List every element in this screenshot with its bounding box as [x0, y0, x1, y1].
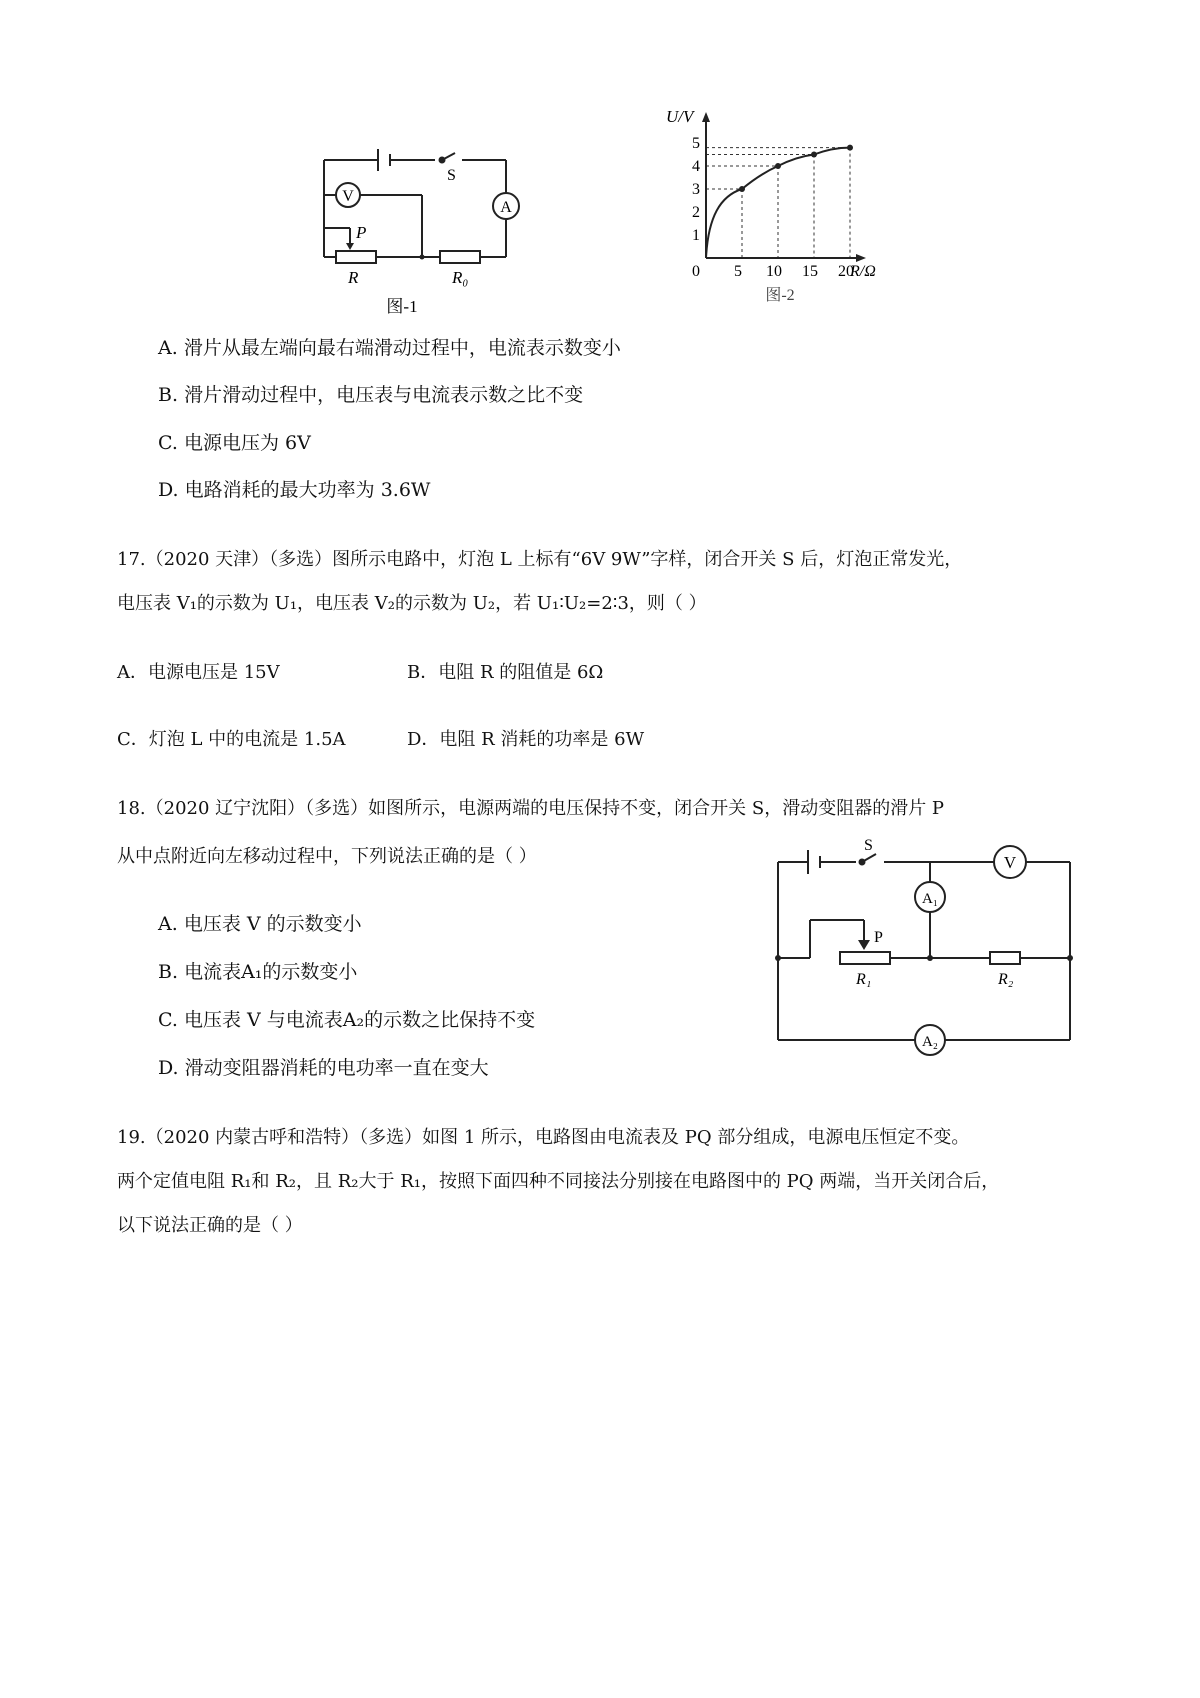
q18-option-b: B. 电流表A₁的示数变小	[158, 961, 358, 983]
graph-point	[811, 152, 817, 158]
fig3-slider-label: P	[874, 929, 883, 946]
q17-option-d: D．电阻 R 消耗的功率是 6W	[407, 729, 645, 750]
graph-y-label: U/V	[666, 108, 694, 126]
q17-line-1: 17.（2020 天津）（多选）图所示电路中，灯泡 L 上标有“6V 9W”字样，闭合开关 S 后，灯泡正常发光，	[117, 549, 963, 570]
fig3-resistor-label: R₂	[998, 971, 1014, 988]
q18-line-1: 18.（2020 辽宁沈阳）（多选）如图所示，电源两端的电压保持不变，闭合开关 S，滑动变阻器的滑片 P	[117, 798, 945, 819]
graph-point	[775, 163, 781, 169]
fig3-voltmeter-label: V	[1003, 853, 1017, 872]
q18-option-c: C. 电压表 V 与电流表A₂的示数之比保持不变	[158, 1009, 536, 1031]
graph-point	[847, 145, 853, 151]
q16-option-b: B. 滑片滑动过程中，电压表与电流表示数之比不变	[158, 384, 584, 406]
q19-line-3: 以下说法正确的是（ ）	[117, 1215, 303, 1236]
slider-label: P	[356, 223, 367, 242]
q17-line-2: 电压表 V₁的示数为 U₁，电压表 V₂的示数为 U₂，若 U₁∶U₂=2∶3，则（ ）	[117, 593, 707, 614]
q18-line-2: 从中点附近向左移动过程中，下列说法正确的是（ ）	[117, 846, 537, 867]
fig3-switch-label: S	[864, 837, 873, 854]
graph-point	[739, 186, 745, 192]
fig3-rheostat-label: R₁	[856, 971, 872, 988]
q16-option-c: C. 电源电压为 6V	[158, 432, 311, 454]
circuit-figure-1	[310, 135, 530, 320]
graph-x-label: R/Ω	[850, 263, 876, 280]
q19-line-1: 19.（2020 内蒙古呼和浩特）（多选）如图 1 所示，电路图由电流表及 PQ 部分组成，电源电压恒定不变。	[117, 1127, 970, 1148]
graph-points	[739, 145, 853, 192]
fig3-ammeter1-label: A₁	[921, 891, 939, 907]
graph-x-tick-label: 10	[766, 263, 782, 280]
graph-y-tick-label: 4	[692, 158, 700, 175]
graph-x-tick-label: 5	[734, 263, 742, 280]
q16-option-d: D. 电路消耗的最大功率为 3.6W	[158, 479, 431, 501]
q17-option-b: B．电阻 R 的阻值是 6Ω	[407, 662, 604, 683]
graph-y-ticks	[692, 135, 700, 244]
graph-x-tick-label: 0	[692, 263, 700, 280]
figure-1-caption: 图-1	[386, 297, 418, 316]
ammeter-label: A	[500, 199, 512, 216]
circuit-figure-3	[770, 830, 1090, 1065]
graph-x-tick-label: 20	[838, 263, 854, 280]
resistor-label: R₀	[452, 268, 469, 287]
q17-option-c: C．灯泡 L 中的电流是 1.5A	[117, 729, 346, 750]
graph-x-tick-label: 15	[802, 263, 818, 280]
graph-y-tick-label: 1	[692, 227, 700, 244]
graph-y-tick-label: 5	[692, 135, 700, 152]
u-r-graph	[660, 108, 890, 308]
graph-x-ticks	[692, 263, 854, 280]
switch-label: S	[447, 167, 456, 184]
q18-option-a: A. 电压表 V 的示数变小	[158, 913, 362, 935]
q18-option-d: D. 滑动变阻器消耗的电功率一直在变大	[158, 1057, 489, 1079]
q19-line-2: 两个定值电阻 R₁和 R₂，且 R₂大于 R₁，按照下面四种不同接法分别接在电路图中的 PQ 两端，当开关闭合后，	[117, 1171, 1000, 1192]
q16-option-a: A. 滑片从最左端向最右端滑动过程中，电流表示数变小	[158, 337, 621, 359]
rheostat-label: R	[348, 268, 359, 287]
graph-y-tick-label: 3	[692, 181, 700, 198]
figure-2-caption: 图-2	[765, 287, 795, 304]
fig3-ammeter2-label: A₂	[921, 1034, 939, 1050]
voltmeter-label: V	[342, 188, 354, 205]
q17-option-a: A．电源电压是 15V	[117, 662, 280, 683]
graph-y-tick-label: 2	[692, 204, 700, 221]
